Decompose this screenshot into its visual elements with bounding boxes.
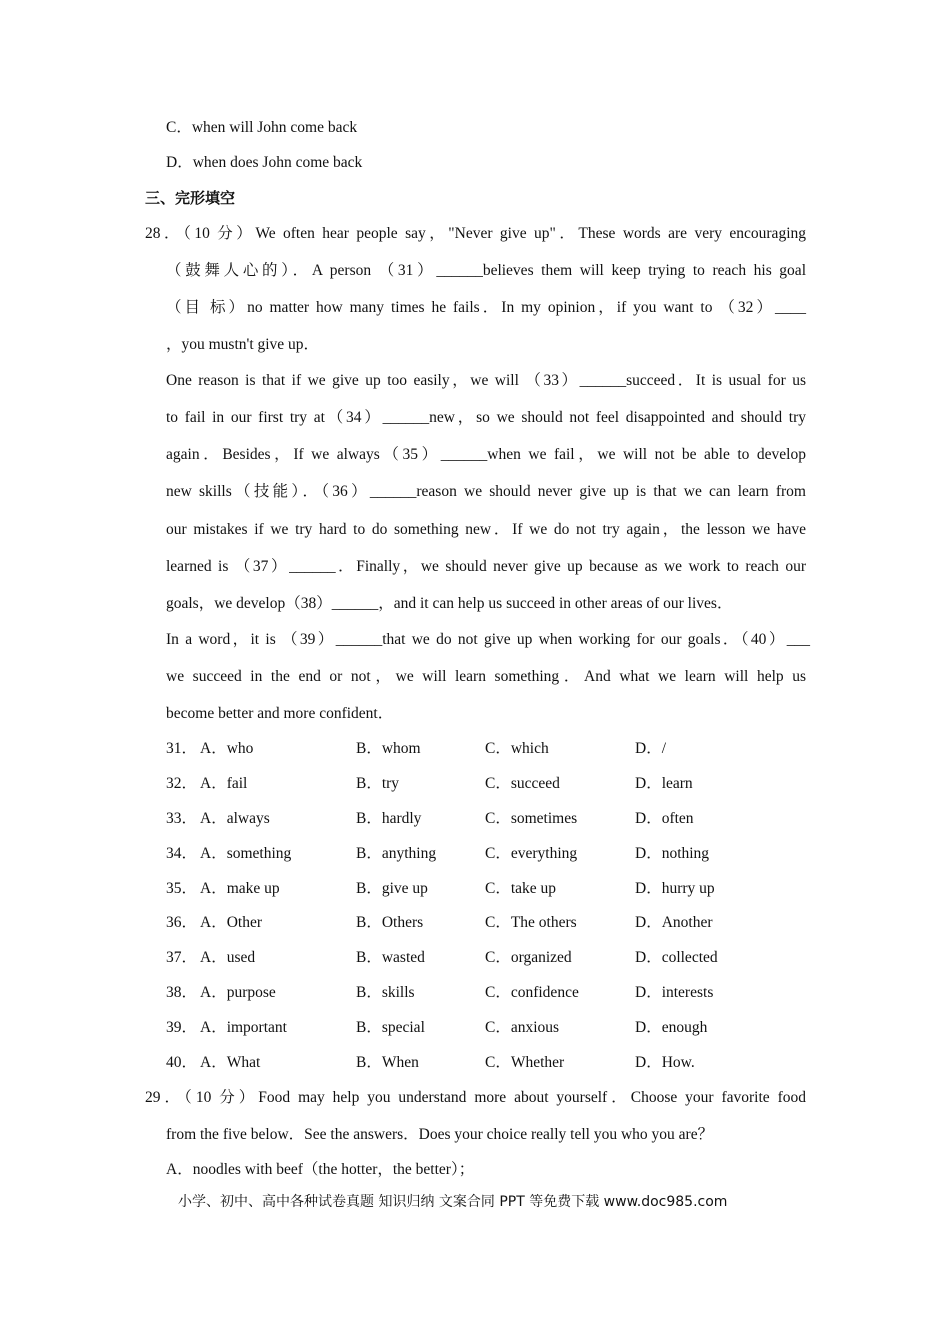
option-b: B．skills: [356, 984, 415, 1001]
passage-line: ，you mustn't give up．: [166, 336, 320, 353]
option-c: C．everything: [485, 845, 578, 862]
option-a: A．fail: [200, 775, 248, 792]
option-b: B．wasted: [356, 949, 425, 966]
passage-line: learned is （37）______．Finally，we should never give up because as we work to reach our: [166, 558, 806, 575]
option-d: D．learn: [635, 775, 693, 792]
question-line: A．noodles with beef（the hotter，the better）；: [166, 1161, 475, 1178]
passage-line: our mistakes if we try hard to do something new．If we do not try again，the lesson we have: [166, 521, 806, 538]
option-b: B．anything: [356, 845, 437, 862]
option-c: C．Whether: [485, 1054, 565, 1071]
option-number: 31．: [166, 740, 198, 757]
option-number: 35．: [166, 880, 198, 897]
option-b: B．When: [356, 1054, 419, 1071]
option-a: A．something: [200, 845, 292, 862]
option-a: A．always: [200, 810, 270, 827]
passage-line: （目 标）no matter how many times he fails．In my opinion，if you want to （32）____: [166, 299, 806, 316]
option-c: C．succeed: [485, 775, 560, 792]
passage-line: again．Besides，If we always（35）______when we fail，we will not be able to develop: [166, 446, 806, 463]
option-c: C．confidence: [485, 984, 579, 1001]
option-d: D．Another: [635, 914, 713, 931]
section-title: 三、完形填空: [145, 189, 236, 207]
passage-line: In a word，it is （39）______that we do not give up when working for our goals．（40）___: [166, 631, 810, 648]
question-line: 29．（10 分）Food may help you understand more about yourself．Choose your favorite food: [145, 1089, 806, 1106]
option-c: C．which: [485, 740, 549, 757]
passage-line: become better and more confident．: [166, 705, 394, 722]
option-c: C．take up: [485, 880, 557, 897]
option-d: D．often: [635, 810, 694, 827]
option-c: C．sometimes: [485, 810, 578, 827]
option-d: D．hurry up: [635, 880, 715, 897]
option-a: A．make up: [200, 880, 280, 897]
passage-line: we succeed in the end or not，we will learn something．And what we learn will help us: [166, 668, 806, 685]
option-c: C．when will John come back: [166, 119, 358, 136]
option-d: D．nothing: [635, 845, 710, 862]
option-number: 38．: [166, 984, 198, 1001]
passage-line: to fail in our first try at（34）______new，so we should not feel disappointed and should try: [166, 409, 806, 426]
option-d: D．interests: [635, 984, 714, 1001]
passage-line: 28．（10 分）We often hear people say，"Never give up"．These words are very encouraging: [145, 225, 806, 242]
option-d: D．How.: [635, 1054, 695, 1071]
option-c: C．The others: [485, 914, 577, 931]
option-number: 33．: [166, 810, 198, 827]
option-c: C．anxious: [485, 1019, 560, 1036]
passage-line: goals，we develop（38）______，and it can help us succeed in other areas of our lives．: [166, 595, 733, 612]
option-d: D．enough: [635, 1019, 708, 1036]
option-b: B．try: [356, 775, 400, 792]
option-a: A．Other: [200, 914, 262, 931]
option-number: 37．: [166, 949, 198, 966]
option-number: 36．: [166, 914, 198, 931]
option-a: A．who: [200, 740, 254, 757]
option-a: A．What: [200, 1054, 261, 1071]
passage-line: One reason is that if we give up too easily，we will （33）______succeed．It is usual for us: [166, 372, 806, 389]
option-b: B．special: [356, 1019, 425, 1036]
option-number: 32．: [166, 775, 198, 792]
option-b: B．give up: [356, 880, 428, 897]
option-number: 39．: [166, 1019, 198, 1036]
passage-line: new skills（技能）．（36）______reason we should never give up is that we can learn from: [166, 483, 806, 500]
option-d: D．when does John come back: [166, 154, 363, 171]
option-b: B．hardly: [356, 810, 422, 827]
option-a: A．used: [200, 949, 256, 966]
option-b: B．whom: [356, 740, 421, 757]
option-a: A．important: [200, 1019, 287, 1036]
option-number: 34．: [166, 845, 198, 862]
option-d: D．collected: [635, 949, 718, 966]
question-line: from the five below．See the answers．Does your choice really tell you who you are？: [166, 1126, 714, 1143]
page-footer: 小学、初中、高中各种试卷真题 知识归纳 文案合同 PPT 等免费下载 www.doc985.com: [178, 1194, 728, 1210]
option-b: B．Others: [356, 914, 424, 931]
option-a: A．purpose: [200, 984, 276, 1001]
option-d: D．/: [635, 740, 667, 757]
option-number: 40．: [166, 1054, 198, 1071]
passage-line: （鼓舞人心的）．A person （31）______believes them will keep trying to reach his goal: [166, 262, 806, 279]
option-c: C．organized: [485, 949, 572, 966]
